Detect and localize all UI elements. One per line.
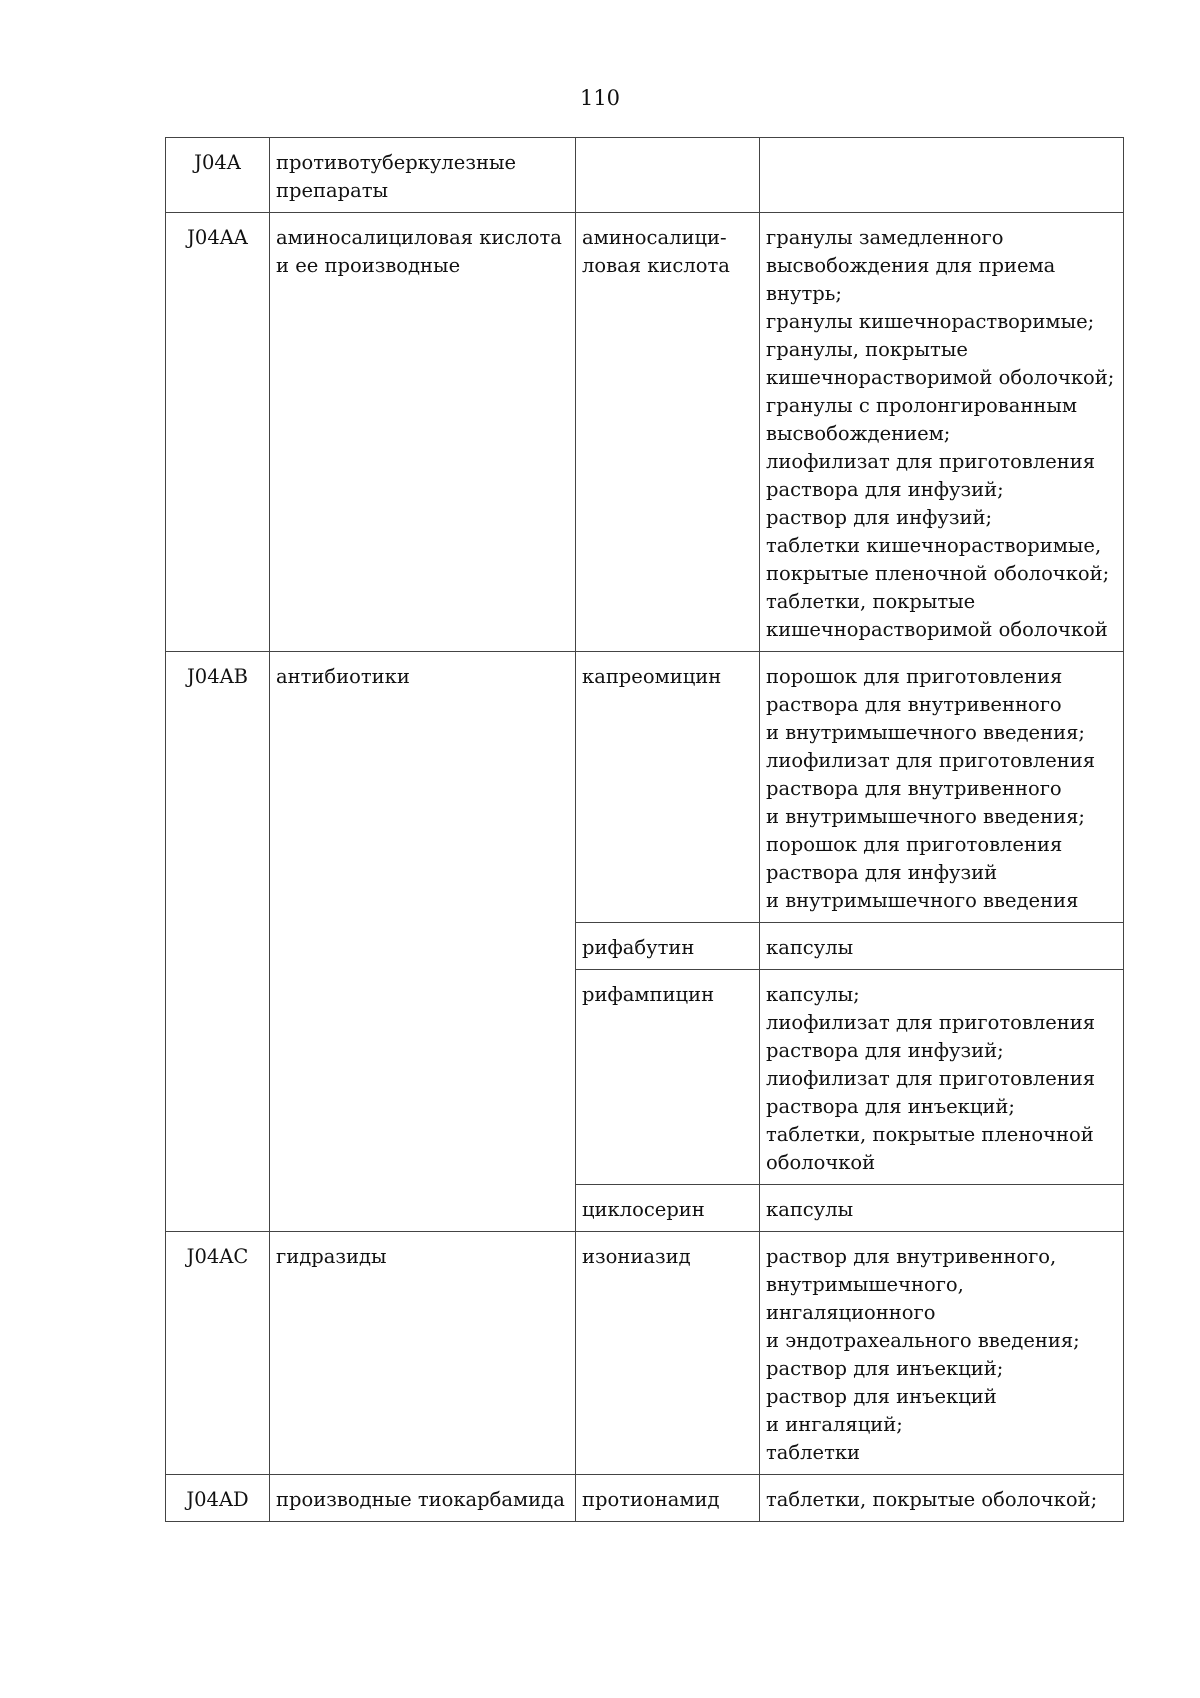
text-line: покрытые пленочной оболочкой; — [766, 562, 1110, 585]
drug-name-cell — [576, 1232, 760, 1475]
text-line: противотуберкулезные — [276, 151, 517, 174]
text-line: препараты — [276, 179, 389, 202]
table-row — [166, 213, 1124, 652]
text-line: производные тиокарбамида — [276, 1488, 565, 1511]
text-line: антибиотики — [276, 665, 410, 688]
drug-table — [165, 137, 1124, 1522]
text-line: таблетки, покрытые оболочкой; — [766, 1488, 1098, 1511]
text-line: и эндотрахеального введения; — [766, 1329, 1080, 1352]
dosage-form-cell — [760, 138, 1124, 213]
group-name-cell — [270, 1475, 576, 1522]
text-line: внутрь; — [766, 282, 842, 305]
text-line: аминосалициловая кислота — [276, 226, 562, 249]
dosage-form-cell — [760, 1185, 1124, 1232]
group-name-cell — [270, 138, 576, 213]
atc-code-cell: J04A — [166, 138, 270, 213]
text-line: высвобождения для приема — [766, 254, 1056, 277]
text-line: лиофилизат для приготовления — [766, 1067, 1096, 1090]
text-line: гранулы кишечнорастворимые; — [766, 310, 1095, 333]
text-line: лиофилизат для приготовления — [766, 749, 1096, 772]
text-line: ловая кислота — [582, 254, 730, 277]
drug-name-cell — [576, 213, 760, 652]
drug-name-cell — [576, 1185, 760, 1232]
text-line: внутримышечного, — [766, 1273, 964, 1296]
text-line: лиофилизат для приготовления — [766, 450, 1096, 473]
drug-name-cell — [576, 652, 760, 923]
text-line: раствора для инфузий; — [766, 1039, 1004, 1062]
text-line: раствор для инъекций — [766, 1385, 997, 1408]
text-line: раствора для инфузий — [766, 861, 998, 884]
drug-name-cell — [576, 970, 760, 1185]
text-line: таблетки, покрытые — [766, 590, 976, 613]
atc-code-cell: J04AC — [166, 1232, 270, 1475]
text-line: порошок для приготовления — [766, 665, 1063, 688]
table-row — [166, 1475, 1124, 1522]
text-line: капсулы — [766, 1198, 854, 1221]
text-line: циклосерин — [582, 1198, 705, 1221]
text-line: лиофилизат для приготовления — [766, 1011, 1096, 1034]
drug-table-body — [166, 138, 1124, 1522]
text-line: и внутримышечного введения; — [766, 805, 1085, 828]
text-line: и ее производные — [276, 254, 461, 277]
text-line: аминосалици- — [582, 226, 727, 249]
drug-name-cell — [576, 923, 760, 970]
text-line: ингаляционного — [766, 1301, 936, 1324]
text-line: гранулы с пролонгированным — [766, 394, 1078, 417]
dosage-form-cell — [760, 213, 1124, 652]
dosage-form-cell — [760, 970, 1124, 1185]
group-name-cell — [270, 1232, 576, 1475]
text-line: и внутримышечного введения; — [766, 721, 1085, 744]
text-line: таблетки — [766, 1441, 861, 1464]
text-line: раствор для внутривенного, — [766, 1245, 1057, 1268]
text-line: таблетки, покрытые пленочной — [766, 1123, 1094, 1146]
text-line: раствора для инъекций; — [766, 1095, 1015, 1118]
text-line: гидразиды — [276, 1245, 387, 1268]
text-line: и ингаляций; — [766, 1413, 903, 1436]
group-name-cell — [270, 213, 576, 652]
table-row — [166, 1232, 1124, 1475]
text-line: высвобождением; — [766, 422, 951, 445]
atc-code-cell: J04AB — [166, 652, 270, 1232]
text-line: кишечнорастворимой оболочкой — [766, 618, 1108, 641]
atc-code-cell: J04AD — [166, 1475, 270, 1522]
text-line: изониазид — [582, 1245, 691, 1268]
text-line: гранулы замедленного — [766, 226, 1004, 249]
table-row — [166, 138, 1124, 213]
text-line: порошок для приготовления — [766, 833, 1063, 856]
text-line: таблетки кишечнорастворимые, — [766, 534, 1102, 557]
text-line: рифампицин — [582, 983, 715, 1006]
text-line: раствор для инъекций; — [766, 1357, 1004, 1380]
text-line: капсулы — [766, 936, 854, 959]
dosage-form-cell — [760, 652, 1124, 923]
text-line: раствора для внутривенного — [766, 777, 1062, 800]
text-line: гранулы, покрытые — [766, 338, 968, 361]
dosage-form-cell — [760, 1232, 1124, 1475]
text-line: раствор для инфузий; — [766, 506, 993, 529]
text-line: раствора для внутривенного — [766, 693, 1062, 716]
text-line: и внутримышечного введения — [766, 889, 1079, 912]
text-line: капреомицин — [582, 665, 722, 688]
text-line: оболочкой — [766, 1151, 876, 1174]
page-number: 110 — [579, 86, 621, 110]
text-line: протионамид — [582, 1488, 720, 1511]
atc-code-cell: J04AA — [166, 213, 270, 652]
text-line: рифабутин — [582, 936, 695, 959]
text-line: капсулы; — [766, 983, 860, 1006]
drug-name-cell — [576, 1475, 760, 1522]
group-name-cell — [270, 652, 576, 1232]
table-row — [166, 652, 1124, 923]
text-line: кишечнорастворимой оболочкой; — [766, 366, 1115, 389]
drug-name-cell — [576, 138, 760, 213]
text-line: раствора для инфузий; — [766, 478, 1004, 501]
dosage-form-cell — [760, 923, 1124, 970]
dosage-form-cell — [760, 1475, 1124, 1522]
